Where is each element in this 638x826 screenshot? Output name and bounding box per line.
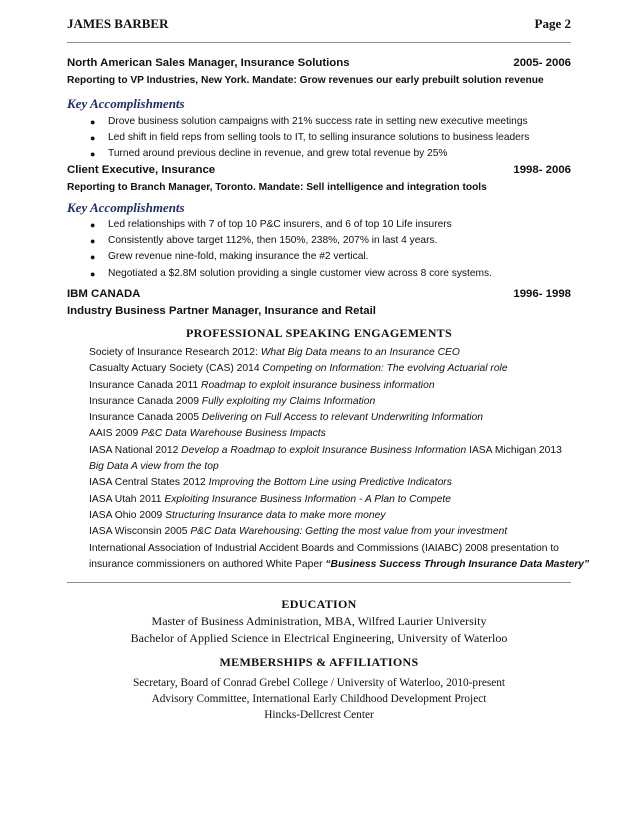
- job-1-title: North American Sales Manager, Insurance Solutions: [67, 57, 350, 69]
- membership-line-secretary: Secretary, Board of Conrad Grebel College / University of Waterloo, 2010-present: [132, 677, 506, 689]
- list-item: IASA National 2012 Develop a Roadmap to exploit Insurance Business Information IASA Michigan 2013: [89, 444, 562, 456]
- page-header: [67, 16, 571, 34]
- bullet-icon: ●: [90, 268, 96, 279]
- job-1-accomplishments-heading: Key Accomplishments: [67, 96, 185, 111]
- job-3-dates: 1996- 1998: [513, 288, 571, 300]
- list-item: IASA Central States 2012 Improving the Bottom Line using Predictive Indicators: [89, 477, 452, 489]
- list-item: Insurance Canada 2005 Delivering on Full Access to relevant Underwriting Information: [89, 412, 483, 424]
- bullet-icon: ●: [90, 236, 96, 247]
- list-item: IASA Ohio 2009 Structuring Insurance data to make more money: [89, 509, 386, 521]
- list-item: IASA Wisconsin 2005 P&C Data Warehousing: Getting the most value from your investment: [89, 526, 508, 538]
- job-2-title-row: [67, 164, 571, 176]
- list-item: Society of Insurance Research 2012: What Big Data means to an Insurance CEO: [89, 347, 460, 358]
- list-item: IASA Utah 2011 Exploiting Insurance Business Information - A Plan to Compete: [89, 493, 451, 505]
- header-name: JAMES BARBER: [67, 16, 169, 31]
- section-rule: [67, 582, 571, 583]
- memberships-heading: MEMBERSHIPS & AFFILIATIONS: [219, 655, 419, 669]
- page-number: Page 2: [534, 16, 571, 31]
- list-item: ● Consistently above target 112%, then 150%, 238%, 207% in last 4 years.: [90, 233, 598, 249]
- list-item: ● Negotiated a $2.8M solution providing a single customer view across 8 core systems.: [90, 266, 598, 282]
- job-2-title: Client Executive, Insurance: [67, 164, 216, 176]
- job-1-dates: 2005- 2006: [513, 57, 571, 69]
- job-2-dates: 1998- 2006: [513, 164, 571, 176]
- education-line-basc: Bachelor of Applied Science in Electrical Engineering, University of Waterloo: [130, 631, 508, 645]
- job-1-accomplishments-list: [90, 114, 598, 163]
- list-item: ● Grew revenue nine-fold, making insurance the #2 vertical.: [90, 249, 598, 265]
- list-item: ● Turned around previous decline in revenue, and grew total revenue by 25%: [90, 146, 598, 162]
- list-item: ● Led relationships with 7 of top 10 P&C insurers, and 6 of top 10 Life insurers: [90, 217, 598, 233]
- job-3-title: Industry Business Partner Manager, Insurance and Retail: [67, 305, 376, 317]
- education-line-mba: Master of Business Administration, MBA, Wilfred Laurier University: [151, 614, 487, 628]
- bullet-icon: ●: [90, 149, 96, 160]
- list-item: ● Led shift in field reps from selling tools to IT, to selling insurance solutions to business leaders: [90, 130, 598, 146]
- job-2-accomplishments-heading: Key Accomplishments: [67, 200, 185, 215]
- speaking-list: [89, 345, 590, 573]
- list-item: International Association of Industrial Accident Boards and Commissions (IAIABC) 2008 presentation to: [89, 542, 559, 554]
- bullet-icon: ●: [90, 252, 96, 263]
- list-item: Insurance Canada 2009 Fully exploiting my Claims Information: [89, 395, 376, 407]
- speaking-heading: PROFESSIONAL SPEAKING ENGAGEMENTS: [186, 326, 452, 340]
- list-item: ● Drove business solution campaigns with 21% success rate in setting new executive meetings: [90, 114, 598, 130]
- list-item: Big Data A view from the top: [89, 461, 219, 473]
- list-item: insurance commissioners on authored White Paper “Business Success Through Insurance Data Mastery”: [89, 558, 590, 570]
- bullet-icon: ●: [90, 220, 96, 230]
- job-2-accomplishments-list: [90, 217, 598, 282]
- header-rule: [67, 42, 571, 43]
- job-2-reporting: Reporting to Branch Manager, Toronto. Mandate: Sell intelligence and integration tools: [67, 182, 487, 193]
- job-1-reporting: Reporting to VP Industries, New York. Mandate: Grow revenues our early prebuilt solution revenue: [67, 75, 544, 86]
- list-item: AAIS 2009 P&C Data Warehouse Business Impacts: [89, 428, 326, 440]
- membership-line-hincks: Hincks-Dellcrest Center: [264, 709, 374, 721]
- education-heading: EDUCATION: [281, 597, 357, 611]
- membership-line-advisory: Advisory Committee, International Early Childhood Development Project: [151, 693, 487, 705]
- bullet-icon: ●: [90, 117, 96, 127]
- bullet-icon: ●: [90, 133, 96, 144]
- job-1-title-row: [67, 57, 571, 69]
- list-item: Insurance Canada 2011 Roadmap to exploit insurance business information: [89, 379, 435, 391]
- job-3-company: IBM CANADA: [67, 288, 141, 300]
- job-3-company-row: [67, 288, 571, 300]
- list-item: Casualty Actuary Society (CAS) 2014 Competing on Information: The evolving Actuarial role: [89, 363, 508, 375]
